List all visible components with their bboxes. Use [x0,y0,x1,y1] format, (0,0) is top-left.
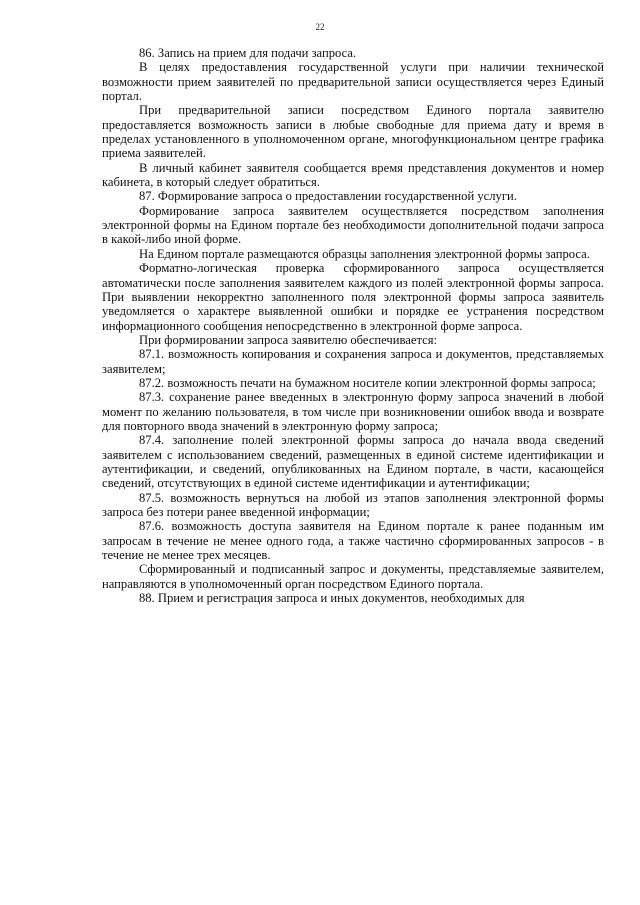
paragraph-86-heading: 86. Запись на прием для подачи запроса. [139,46,357,60]
paragraph: В целях предоставления государственной услуги при наличии технической возможности прием заявителей по предварительной записи осуществляется через Единый портал. [102,60,604,104]
paragraph-87-heading: 87. Формирование запроса о предоставлении государственной услуги. [139,189,517,204]
paragraph: Формирование запроса заявителем осуществляется посредством заполнения электронной формы на Едином портале без необходимости дополнительной подачи запроса в какой-либо иной форме. [102,203,604,247]
paragraph: Сформированный и подписанный запрос и документы, представляемые заявителем, направляются в уполномоченный орган посредством Единого портала. [102,562,604,591]
list-item-87-5: 87.5. возможность вернуться на любой из этапов заполнения электронной формы запроса без потери ранее введенной информации; [102,490,604,519]
paragraph: При предварительной записи посредством Единого портала заявителю предоставляется возможность записи в любые свободные для приема дату и время в пределах установленного в уполномоченном органе, многофункциональном центре графика приема заявителей. [102,103,604,161]
list-item-87-3: 87.3. сохранение ранее введенных в электронную форму запроса значений в любой момент по желанию пользователя, в том числе при возникновении ошибок ввода и возврате для повторного ввода значений в электронную форму запроса; [102,390,604,433]
list-item-87-1: 87.1. возможность копирования и сохранения запроса и документов, представляемых заявителем; [102,347,604,376]
list-item-87-6: 87.6. возможность доступа заявителя на Едином портале к ранее поданным им запросам в течение не менее одного года, а также частично сформированных запросов - в течение не менее трех месяцев. [102,519,604,563]
paragraph: На Едином портале размещаются образцы заполнения электронной формы запроса. [139,246,590,261]
list-item-87-4: 87.4. заполнение полей электронной формы запроса до начала ввода сведений заявителем с использованием сведений, размещенных в единой системе идентификации и аутентификации, и сведений, опубликованных на Едином портале, в части, касающейся сведений, отсутствующих в единой системе идентификации и аутентификации; [102,433,604,491]
list-item-87-2: 87.2. возможность печати на бумажном носителе копии электронной формы запроса; [139,375,596,390]
paragraph: Форматно-логическая проверка сформированного запроса осуществляется автоматически после заполнения заявителем каждого из полей электронной формы запроса. При выявлении некорректно заполненного поля электронной формы запроса заявитель уведомляется о характере выявленной ошибки и порядке ее устранения посредством информационного сообщения непосредственно в электронной форме запроса. [102,261,604,333]
paragraph: При формировании запроса заявителю обеспечивается: [139,332,438,347]
paragraph-88-heading: 88. Прием и регистрация запроса и иных документов, необходимых для [139,591,525,606]
document-body [102,46,604,605]
page-number: 22 [315,22,325,32]
paragraph: В личный кабинет заявителя сообщается время представления документов и номер кабинета, в который следует обратиться. [102,160,604,190]
